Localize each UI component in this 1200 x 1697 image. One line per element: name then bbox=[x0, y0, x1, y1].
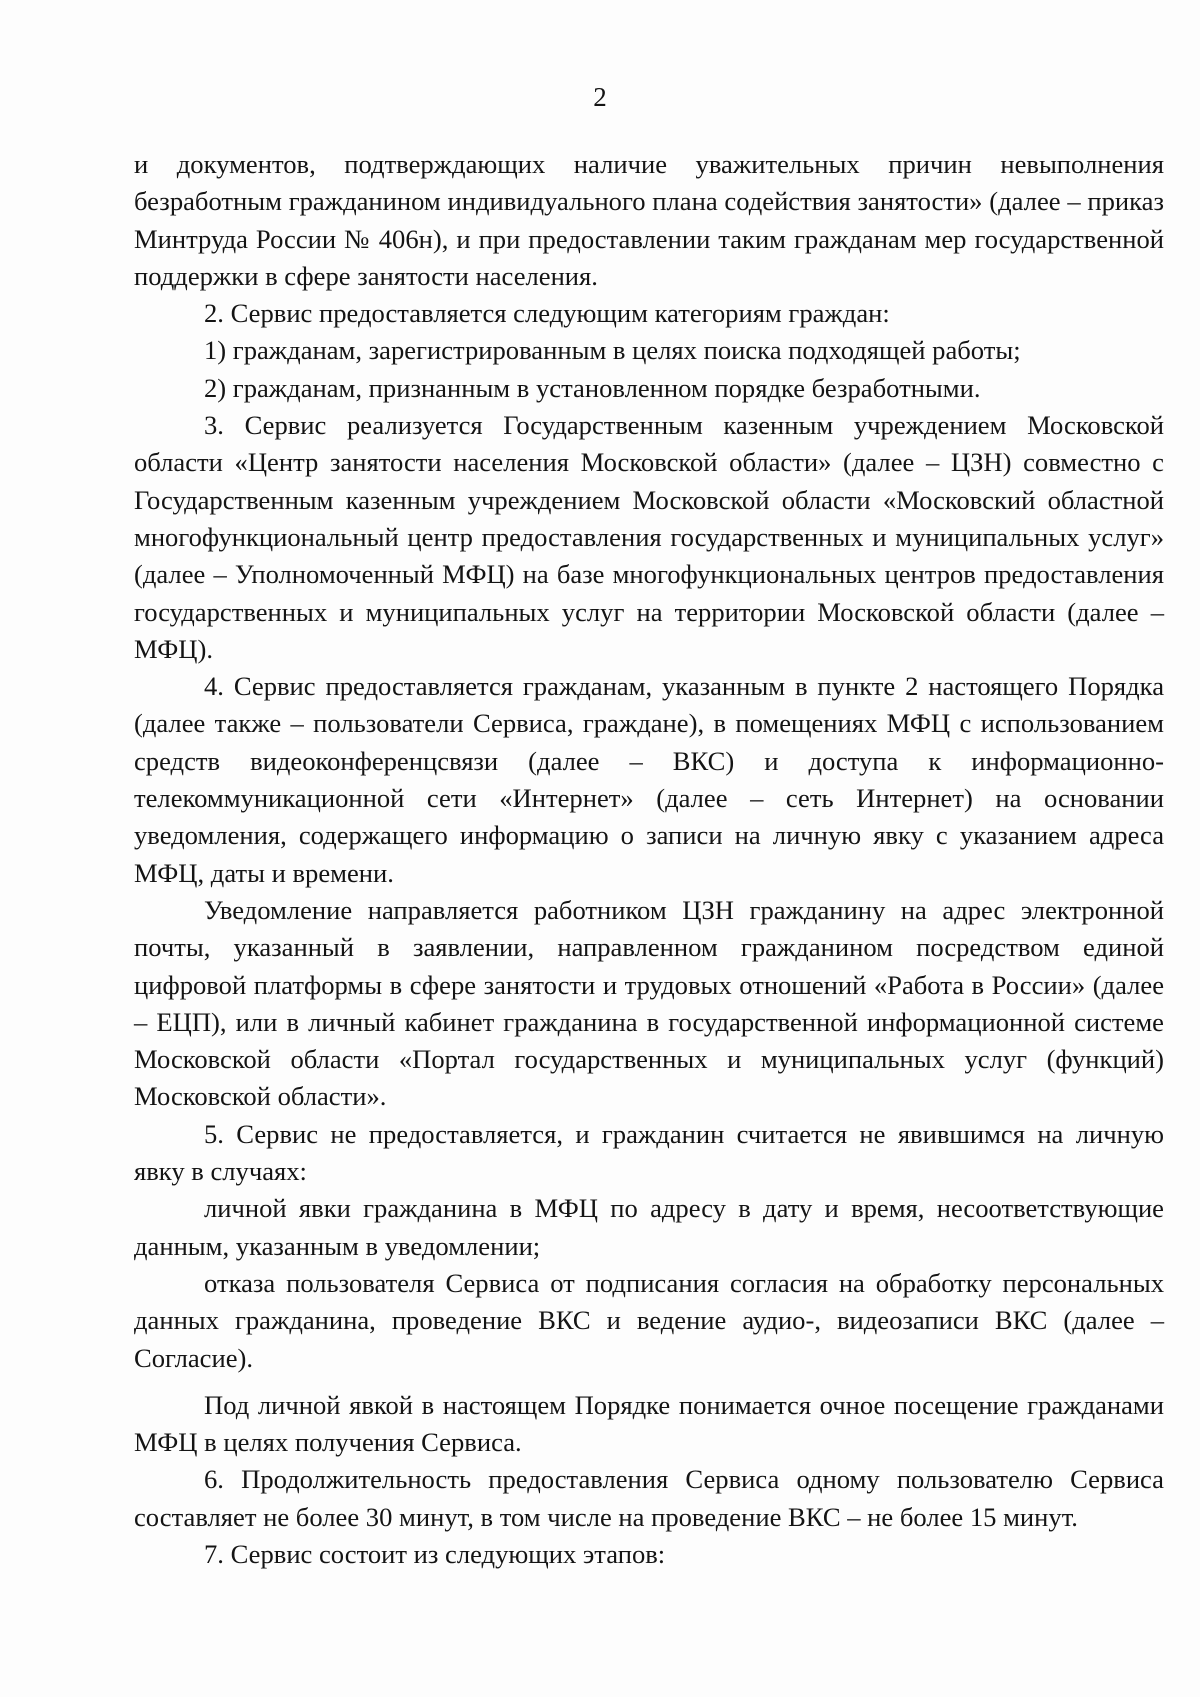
paragraph-item-7: 7. Сервис состоит из следующих этапов: bbox=[204, 1538, 666, 1569]
page-number: 2 bbox=[593, 82, 607, 112]
paragraph-item-5: 5. Сервис не предоставляется, и гражданин считается не явившимся на личную явку в случаях: bbox=[134, 1118, 1164, 1187]
paragraph-item-3: 3. Сервис реализуется Государственным казенным учреждением Московской области «Центр занятости населения Московской области» (далее – ЦЗН) совместно с Государственным казенным учреждением Московской области «Московский областной многофункциональный центр предоставления государственных и муниципальных услуг» (далее – Уполномоченный МФЦ) на базе многофункциональных центров предоставления государственных и муниципальных услуг на территории Московской области (далее – МФЦ). bbox=[134, 410, 1164, 664]
document-body bbox=[134, 146, 1164, 1573]
paragraph-notification: Уведомление направляется работником ЦЗН гражданину на адрес электронной почты, указанный в заявлении, направленном гражданином посредством единой цифровой платформы в сфере занятости и трудовых отношений «Работа в России» (далее – ЕЦП), или в личный кабинет гражданина в государственной информационной системе Московской области «Портал государственных и муниципальных услуг (функций) Московской области». bbox=[134, 894, 1164, 1112]
paragraph-continuation: и документов, подтверждающих наличие уважительных причин невыполнения безработным гражданином индивидуального плана содействия занятости» (далее – приказ Минтруда России № 406н), и при предоставлении таким гражданам мер государственной поддержки в сфере занятости населения. bbox=[134, 149, 1164, 291]
paragraph-case-wrong-time: личной явки гражданина в МФЦ по адресу в дату и время, несоответствующие данным, указанным в уведомлении; bbox=[134, 1193, 1164, 1261]
paragraph-item-2: 2. Сервис предоставляется следующим категориям граждан: bbox=[204, 298, 890, 329]
paragraph-case-refusal: отказа пользователя Сервиса от подписания согласия на обработку персональных данных гражданина, проведение ВКС и ведение аудио-, видеозаписи ВКС (далее – Согласие). bbox=[134, 1267, 1164, 1373]
paragraph-item-4: 4. Сервис предоставляется гражданам, указанным в пункте 2 настоящего Порядка (далее также – пользователи Сервиса, граждане), в помещениях МФЦ с использованием средств видеоконференцсвязи (далее – ВКС) и доступа к информационно-телекоммуникационной сети «Интернет» (далее – сеть Интернет) на основании уведомления, содержащего информацию о записи на личную явку с указанием адреса МФЦ, даты и времени. bbox=[134, 671, 1164, 888]
paragraph-subitem-2: 2) гражданам, признанным в установленном порядке безработными. bbox=[204, 372, 981, 403]
paragraph-item-6: 6. Продолжительность предоставления Сервиса одному пользователю Сервиса составляет не более 30 минут, в том числе на проведение ВКС – не более 15 минут. bbox=[134, 1464, 1164, 1532]
paragraph-subitem-1: 1) гражданам, зарегистрированным в целях поиска подходящей работы; bbox=[204, 335, 1021, 366]
paragraph-personal-visit: Под личной явкой в настоящем Порядке понимается очное посещение гражданами МФЦ в целях получения Сервиса. bbox=[134, 1389, 1164, 1458]
